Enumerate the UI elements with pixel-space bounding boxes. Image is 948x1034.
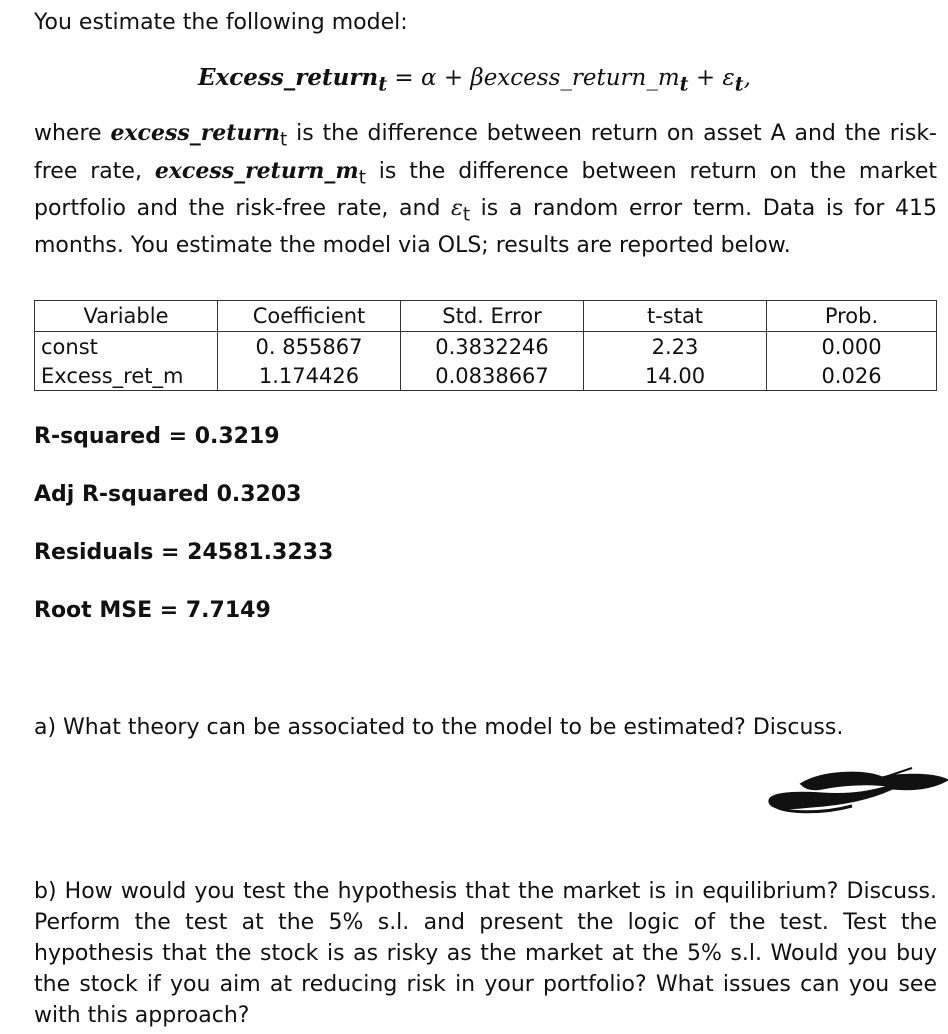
intro-text: You estimate the following model: — [34, 10, 408, 35]
cell-std-error: 0.3832246 — [401, 332, 584, 362]
equation-subscript: t — [734, 72, 744, 96]
equation-subscript: t — [378, 72, 388, 96]
var-excess-return-m: excess_return_m — [154, 157, 359, 184]
cell-prob: 0.026 — [767, 361, 937, 391]
header-variable: Variable — [35, 301, 218, 332]
para-subscript: t — [462, 204, 471, 226]
model-equation — [198, 64, 751, 96]
para-text: where — [34, 121, 111, 146]
para-text: is a random error term. Data is for 415 months. You estimate the model via OLS; results are reported below. — [34, 195, 937, 258]
table-row — [35, 332, 937, 362]
var-excess-return: excess_return — [110, 120, 281, 146]
equation-lhs: Excess_return — [198, 64, 379, 91]
question-b: b) How would you test the hypothesis that the market is in equilibrium? Discuss. Perform the test at the 5% s.l. and present the logic of the test. Test the hypothesis that the stock is as risky as the market at the 5% s.l. Would you buy the stock if you aim at reducing risk in your portfolio? What issues can you see with this approach? — [34, 879, 937, 1028]
para-subscript: t — [280, 129, 288, 151]
equation-comma: , — [743, 65, 751, 91]
question-a: a) What theory can be associated to the model to be estimated? Discuss. — [34, 715, 844, 740]
cell-coefficient: 1.174426 — [218, 361, 401, 391]
equation-error: + ε — [688, 65, 735, 91]
regression-results-table — [34, 300, 937, 391]
model-description — [34, 118, 937, 261]
cell-t-stat: 2.23 — [584, 332, 767, 362]
header-coefficient: Coefficient — [218, 301, 401, 332]
ink-scribble — [762, 764, 948, 824]
cell-coefficient: 0. 855867 — [218, 332, 401, 362]
header-prob: Prob. — [767, 301, 937, 332]
cell-std-error: 0.0838667 — [401, 361, 584, 391]
equation-alpha-beta: = α + βexcess_return_m — [387, 65, 680, 91]
equation-subscript: t — [679, 72, 689, 96]
cell-variable: Excess_ret_m — [35, 361, 218, 391]
root-mse: Root MSE = 7.7149 — [34, 598, 271, 623]
table-row — [35, 361, 937, 391]
adj-r-squared: Adj R-squared 0.3203 — [34, 482, 302, 507]
var-epsilon: ε — [451, 195, 463, 221]
table-header-row — [35, 301, 937, 332]
header-t-stat: t-stat — [584, 301, 767, 332]
r-squared: R-squared = 0.3219 — [34, 424, 280, 449]
residuals: Residuals = 24581.3233 — [34, 540, 334, 565]
cell-variable: const — [35, 332, 218, 362]
cell-prob: 0.000 — [767, 332, 937, 362]
para-text: is the difference between return on the market portfolio and the risk-free rate, and — [34, 158, 937, 221]
para-subscript: t — [358, 167, 366, 189]
header-std-error: Std. Error — [401, 301, 584, 332]
para-text: is the difference between return on asset A and the risk-free rate, — [34, 121, 938, 184]
cell-t-stat: 14.00 — [584, 361, 767, 391]
